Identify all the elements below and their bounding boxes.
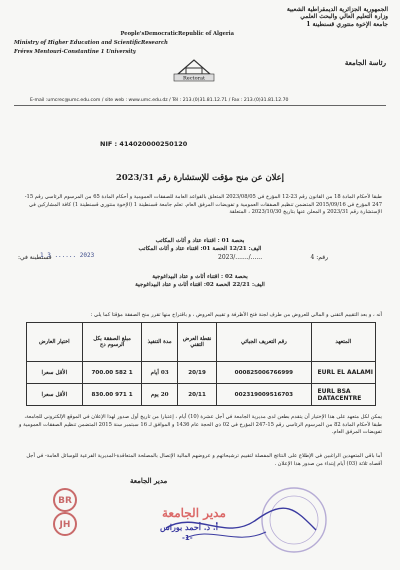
contact-line: E-mail :umcrec@umc.edu.com / site web : www.umc.edu.dz / Tél : 213.(0)31.81.12.71 / Fax : 213.(0)31.81.12.70 xyxy=(30,98,289,103)
cell-amount: 1 582 700.00 xyxy=(82,362,142,384)
table-row xyxy=(27,384,376,406)
paragraph-legal-basis: طبقا لأحكام المادة 18 من القانون رقم 23-12 المؤرخ في 2023/08/05 المتعلق بالقواعد العامة للصفقات العمومية و أحكام المادة 65 من المرسوم الرئاسي رقم 15-247 المؤرخ في 2015/09/16 المتضمن تنظيم الصفقات العمومية و تفويضات المرفق العام. تعلم جامعة قسنطينة 1 (الإخوة منتوري قسنطينة 1) كافة المشاركين في الإستشارة رقم 2023/31 و المعلن عنها بتاريخ 2023/10/30 ، المتعلقة xyxy=(24,194,382,216)
lot-2-title: بحصة 02 : اقتناء أثاث و عتاد البيداغوجية xyxy=(152,274,248,280)
lot-2-block xyxy=(0,274,400,289)
svg-text:JH: JH xyxy=(59,520,71,530)
award-table xyxy=(26,322,376,406)
official-seal xyxy=(126,480,336,560)
header-arabic-line: الجمهورية الجزائرية الديمقراطية الشعبية xyxy=(286,6,388,13)
header-english xyxy=(14,30,234,58)
cell-duration: 03 أيام xyxy=(142,362,177,384)
director-label: مدير الجامعة xyxy=(130,476,168,485)
cell-choice: الأقل سعرا xyxy=(27,384,83,406)
col-tax-id: رقم التعريف الجبائي xyxy=(217,323,311,362)
header-arabic-line: جامعة الإخوة منتوري قسنطينة 1 xyxy=(306,20,388,28)
table-row xyxy=(27,362,376,384)
rector-label: رئاسة الجامعة xyxy=(344,58,386,67)
lot-1-title: بحصة 01 : اقتناء عتاد و أثاث المكاتب xyxy=(155,238,245,244)
lot-1-result: اليف: 12/21 الحصة 01: اقتناء عتاد و أثاث المكاتب xyxy=(138,245,262,252)
cell-score: 20/19 xyxy=(177,362,216,384)
col-duration: مدة التنفيذ xyxy=(142,323,177,362)
header-english-line: Ministry of Higher Education and ScientificResearch xyxy=(14,40,168,47)
city-label: قسنطينة في: xyxy=(18,254,52,261)
date-stamp: 1 3 ...... 2023 xyxy=(40,252,95,259)
col-supplier: المتعهد xyxy=(311,323,375,362)
lot-1-block xyxy=(0,238,400,253)
cell-duration: 20 يوم xyxy=(142,384,177,406)
reference-date: 2023/......./...... xyxy=(218,254,263,261)
award-intro: أنه ، و بعد التقييم التقني و المالي للعروض من طرف لجنة فتح الأظرفة و تقييم العروض ، و باقتراح منها تقرر منح الصفقة مؤقتا كما يلي : xyxy=(90,312,382,318)
reference-number xyxy=(310,254,328,261)
svg-text:BR: BR xyxy=(58,496,72,506)
col-amount: مبلغ الصفقة بكل الرسوم دج xyxy=(82,323,142,362)
nif-number: NIF : 414020000250120 xyxy=(100,140,188,148)
col-choice: اختيار العارض xyxy=(27,323,83,362)
paragraph-contact: أما باقي المتعهدين الراغبين في الإطلاع على النتائج المفصلة لتقييم ترشيحاتهم و عروضهم المالية الإتصال بالمصلحة المتعاقدة-المديرية الفرعية للوسائل العامة- في أجل أقصاه ثلاثة (03) أيام إبتداء من صدور هذا الإعلان . xyxy=(26,453,382,467)
university-logo xyxy=(172,56,216,82)
cell-supplier: EURL BSA DATACENTRE xyxy=(311,384,375,406)
header-arabic-line: وزارة التعليم العالي والبحث العلمي xyxy=(300,13,388,21)
paragraph-appeal: يمكن لكل متعهد على هذا الإختيار أن يتقدم بطعن لدى مديرية الجامعة في أجل عشرة (10) أيام ، إعتبارا من تاريخ أول صدور لهذا الإعلان في الموقع الإلكتروني للجامعة، طبقا لأحكام المادة 82 من المرسوم الرئاسي رقم 15-247 المؤرخ في 02 ذي الحجة عام 1436 و الموافق لـ 16 سبتمبر سنة 2015 المتضمن تنظيم الصفقات العمومية و تفويضات المرفق العام. xyxy=(19,414,382,436)
header-arabic xyxy=(178,6,388,28)
col-score: نقطة العرض التقني xyxy=(177,323,216,362)
cell-amount: 1 971 830.00 xyxy=(82,384,142,406)
number-label: رقم: xyxy=(316,254,328,261)
cell-score: 20/11 xyxy=(177,384,216,406)
number-value: 4 xyxy=(310,254,315,261)
table-header-row xyxy=(27,323,376,362)
header-english-line: Fréres Mentouri-Constantine 1 University xyxy=(14,49,136,56)
cell-tax-id: 002319009516703 xyxy=(217,384,311,406)
cell-tax-id: 000825006766999 xyxy=(217,362,311,384)
header-english-line: People'sDemocraticRepublic of Algeria xyxy=(120,31,234,37)
university-stamp-text: مدير الجامعة xyxy=(162,506,226,520)
document-title: إعلان عن منح مؤقت للإستشارة رقم 2023/31 xyxy=(116,172,284,182)
cell-supplier: EURL EL AALAMI xyxy=(311,362,375,384)
lot-2-result: اليف: 22/21 الحصة 02: اقتناء أثاث و عتاد البيداغوجية xyxy=(135,281,265,288)
logo-label: Rectorat xyxy=(183,75,205,82)
signature-mark: -1- xyxy=(182,534,193,542)
registration-stamp xyxy=(44,486,86,540)
signatory-name: أ. د. أحمد بوراس xyxy=(160,522,218,532)
cell-choice: الأقل سعرا xyxy=(27,362,83,384)
header-divider xyxy=(14,105,386,106)
